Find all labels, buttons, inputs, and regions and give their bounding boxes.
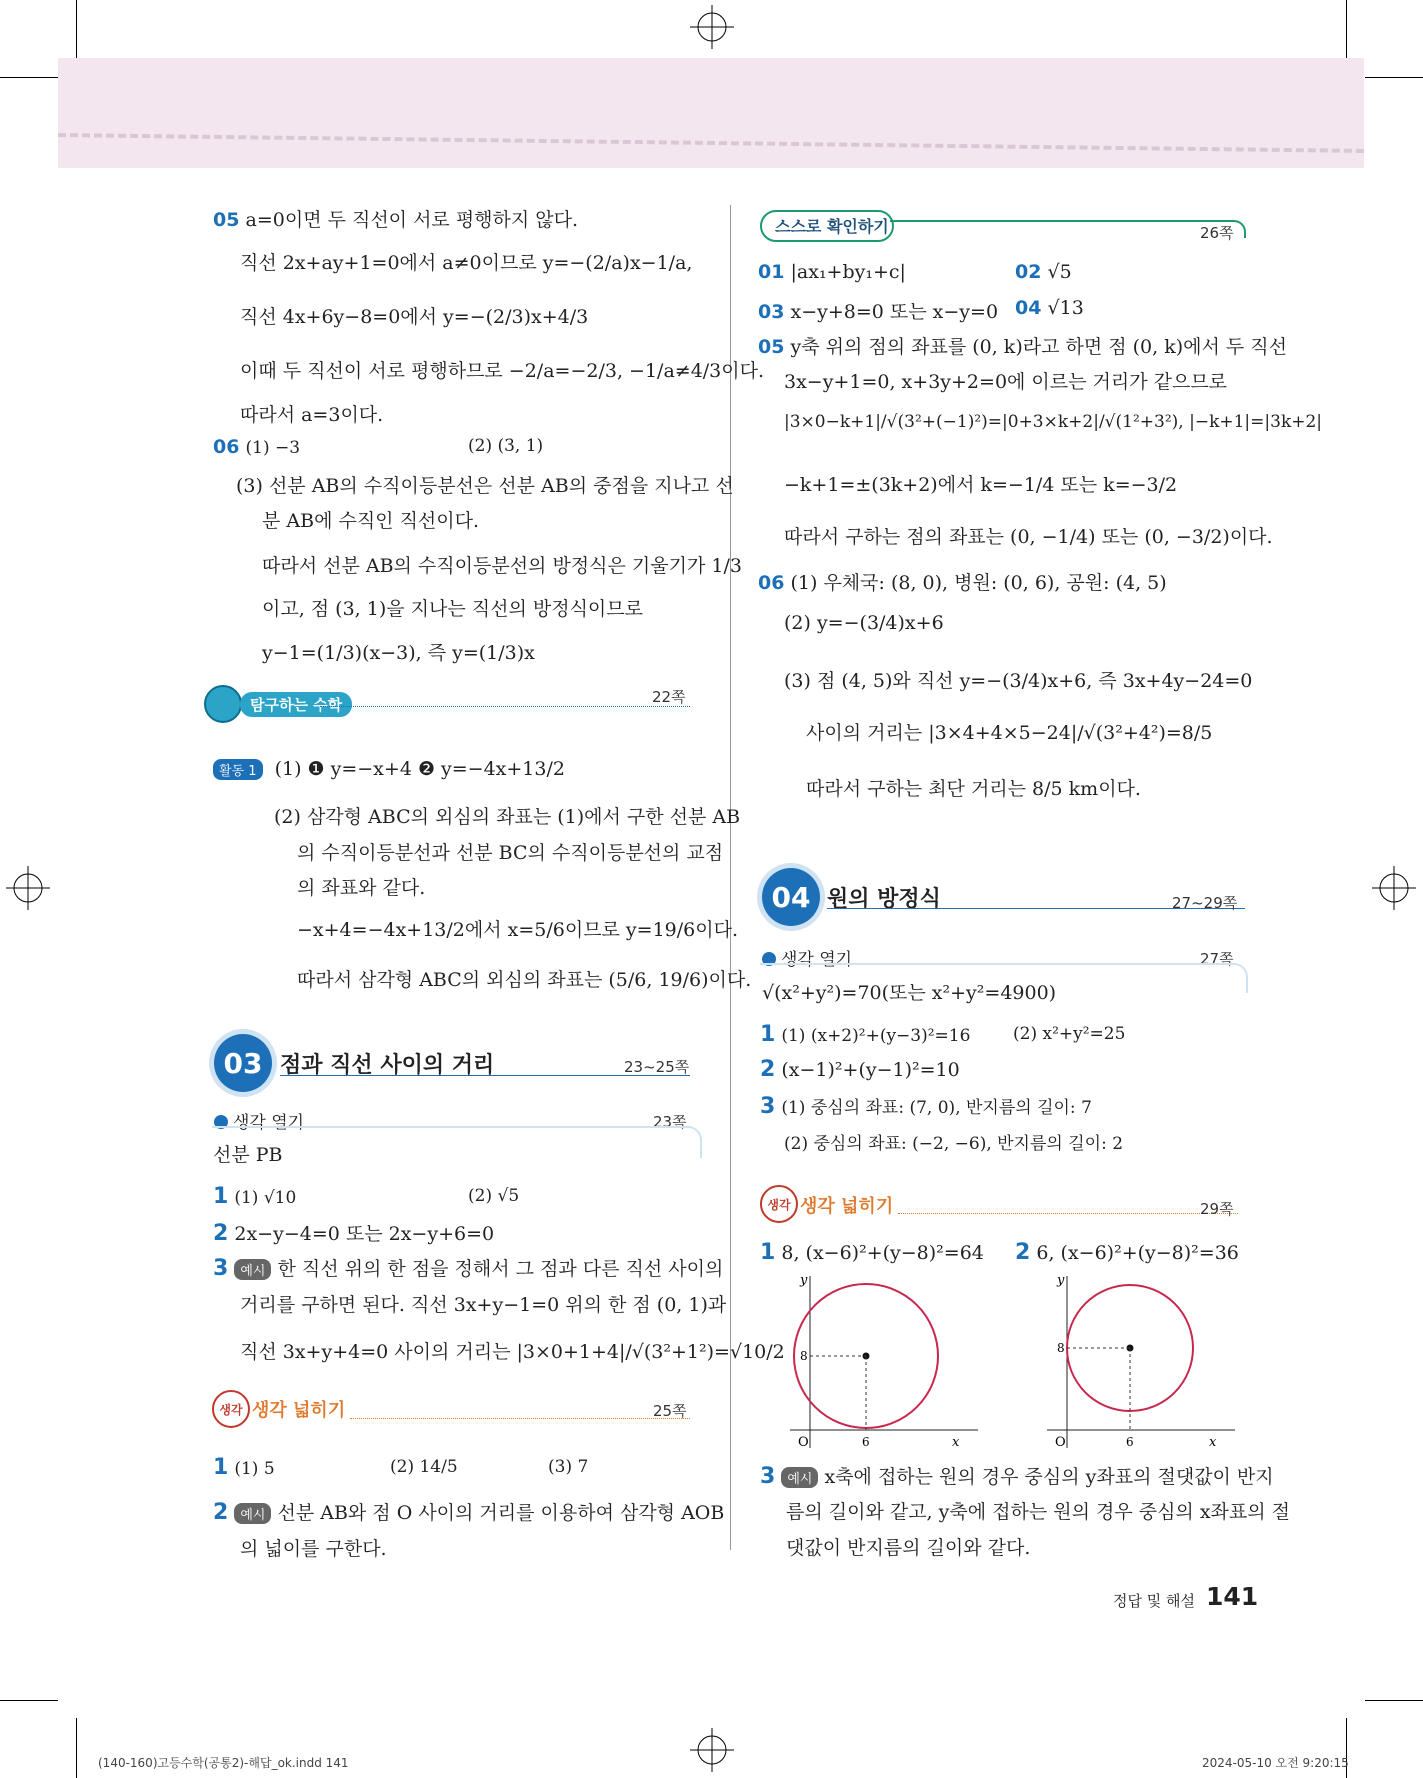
solution-line: 직선 3x+y+4=0 사이의 거리는 |3×0+1+4|/√(3²+1²)=√10/2 bbox=[240, 1341, 785, 1363]
explore-tag: 탐구하는 수학 bbox=[240, 692, 352, 717]
question-number: 3 bbox=[760, 1094, 776, 1119]
question-number: 1 bbox=[213, 1455, 229, 1480]
solution-line: y−1=(1/3)(x−3), 즉 y=(1/3)x bbox=[262, 642, 535, 664]
answer-part: (1) √10 bbox=[234, 1188, 297, 1208]
self-check-frame bbox=[890, 220, 1246, 238]
solution-line: (3) 선분 AB의 수직이등분선은 선분 AB의 중점을 지나고 선 bbox=[236, 475, 734, 497]
solution-line: 따라서 삼각형 ABC의 외심의 좌표는 (5/6, 19/6)이다. bbox=[297, 969, 752, 991]
answer-part: √5 bbox=[1047, 261, 1072, 283]
question-number: 1 bbox=[760, 1022, 776, 1047]
solution-line: 따라서 구하는 최단 거리는 8/5 km이다. bbox=[806, 778, 1141, 800]
solution-line: 따라서 a=3이다. bbox=[240, 404, 384, 426]
page-footer-label: 정답 및 해설 bbox=[1113, 1592, 1195, 1610]
subsection-title: 생각 열기 bbox=[781, 950, 853, 970]
problem-number: 01 bbox=[758, 261, 785, 283]
solution-line: 한 직선 위의 한 점을 정해서 그 점과 다른 직선 사이의 bbox=[277, 1258, 724, 1280]
answer-part: (2) (3, 1) bbox=[468, 436, 544, 456]
solution-line: 따라서 선분 AB의 수직이등분선의 방정식은 기울기가 1/3 bbox=[262, 555, 742, 577]
solution-line: 따라서 구하는 점의 좌표는 (0, −1/4) 또는 (0, −3/2)이다. bbox=[784, 526, 1273, 548]
problem-number: 06 bbox=[213, 436, 240, 458]
subsection-rule bbox=[898, 1213, 1238, 1214]
problem-number: 05 bbox=[758, 336, 785, 358]
solution-line: (2) 삼각형 ABC의 외심의 좌표는 (1)에서 구한 선분 AB bbox=[274, 806, 741, 828]
question-number: 2 bbox=[213, 1221, 229, 1246]
solution-line: |3×0−k+1|/√(3²+(−1)²)=|0+3×k+2|/√(1²+3²), |−k+1|=|3k+2| bbox=[784, 412, 1323, 432]
expand-thinking-icon: 생각 bbox=[760, 1185, 798, 1223]
solution-line: 거리를 구하면 된다. 직선 3x+y−1=0 위의 한 점 (0, 1)과 bbox=[240, 1294, 727, 1316]
solution-line: 의 수직이등분선과 선분 BC의 수직이등분선의 교점 bbox=[297, 842, 724, 864]
example-badge: 예시 bbox=[234, 1503, 271, 1524]
solution-line: y축 위의 점의 좌표를 (0, k)라고 하면 점 (0, k)에서 두 직선 bbox=[790, 336, 1287, 358]
page-ref: 27~29쪽 bbox=[1172, 894, 1238, 912]
answer-part: (1) ❶ y=−x+4 ❷ y=−4x+13/2 bbox=[274, 758, 565, 780]
section-number-badge: 03 bbox=[214, 1034, 272, 1092]
answer-part: x−y+8=0 또는 x−y=0 bbox=[790, 301, 999, 323]
question-number: 3 bbox=[213, 1256, 229, 1281]
problem-number: 02 bbox=[1015, 261, 1042, 283]
problem-number: 04 bbox=[1015, 297, 1042, 319]
page-ref: 23쪽 bbox=[653, 1113, 687, 1131]
answer-part: (2) 중심의 좌표: (−2, −6), 반지름의 길이: 2 bbox=[784, 1134, 1124, 1154]
subsection-title: 생각 넓히기 bbox=[252, 1400, 346, 1421]
solution-line: 직선 4x+6y−8=0에서 y=−(2/3)x+4/3 bbox=[240, 306, 589, 328]
header-band bbox=[58, 58, 1364, 168]
answer-text: 선분 PB bbox=[213, 1144, 283, 1166]
answer-part: (1) −3 bbox=[245, 438, 301, 458]
x-axis-label: x bbox=[1209, 1435, 1217, 1448]
solution-line: 댓값이 반지름의 길이와 같다. bbox=[786, 1537, 1031, 1559]
example-badge: 예시 bbox=[781, 1467, 818, 1488]
page-ref: 22쪽 bbox=[652, 688, 686, 706]
x-axis-label: x bbox=[952, 1435, 960, 1448]
solution-line: 이때 두 직선이 서로 평행하므로 −2/a=−2/3, −1/a≠4/3이다. bbox=[240, 360, 765, 382]
origin-label: O bbox=[798, 1435, 809, 1448]
answer-part: (1) (x+2)²+(y−3)²=16 bbox=[781, 1026, 971, 1046]
example-badge: 예시 bbox=[234, 1259, 271, 1280]
solution-line: 분 AB에 수직인 직선이다. bbox=[262, 510, 480, 532]
answer-part: (2) x²+y²=25 bbox=[1013, 1024, 1126, 1044]
expand-thinking-icon: 생각 bbox=[212, 1390, 250, 1428]
question-number: 1 bbox=[760, 1240, 776, 1265]
solution-line: (1) 우체국: (8, 0), 병원: (0, 6), 공원: (4, 5) bbox=[790, 572, 1167, 594]
answer-part: (1) 중심의 좌표: (7, 0), 반지름의 길이: 7 bbox=[781, 1098, 1092, 1118]
answer-part: (x−1)²+(y−1)²=10 bbox=[781, 1059, 960, 1081]
answer-part: (1) 5 bbox=[234, 1459, 275, 1479]
section-title: 원의 방정식 bbox=[827, 887, 941, 912]
answer-text: √(x²+y²)=70(또는 x²+y²=4900) bbox=[762, 982, 1057, 1004]
problem-number: 05 bbox=[213, 209, 240, 231]
answer-part: (2) √5 bbox=[468, 1186, 520, 1206]
subsection-title: 생각 넓히기 bbox=[800, 1196, 894, 1217]
y-axis-label: y bbox=[1057, 1273, 1065, 1288]
origin-label: O bbox=[1055, 1435, 1066, 1448]
subsection-title: 생각 열기 bbox=[233, 1113, 305, 1133]
page-number: 141 bbox=[1206, 1582, 1259, 1611]
problem-number: 06 bbox=[758, 572, 785, 594]
self-check-title: 스스로 확인하기 bbox=[775, 217, 889, 236]
subsection-frame bbox=[212, 1126, 702, 1158]
answer-part: 8, (x−6)²+(y−8)²=64 bbox=[781, 1242, 984, 1264]
circle-graph-2 bbox=[1037, 1272, 1237, 1448]
tick-label-8: 8 bbox=[800, 1349, 808, 1363]
answer-part: 6, (x−6)²+(y−8)²=36 bbox=[1036, 1242, 1239, 1264]
solution-line: 의 좌표와 같다. bbox=[297, 877, 426, 899]
subsection-rule bbox=[350, 1418, 690, 1419]
solution-line: x축에 접하는 원의 경우 중심의 y좌표의 절댓값이 반지 bbox=[824, 1466, 1274, 1488]
activity-badge: 활동 1 bbox=[213, 759, 263, 780]
tick-label-6: 6 bbox=[1126, 1435, 1134, 1448]
section-number-badge: 04 bbox=[762, 868, 820, 926]
answer-part: (2) 14/5 bbox=[390, 1457, 458, 1477]
page-ref: 29쪽 bbox=[1200, 1200, 1234, 1218]
solution-line: 이고, 점 (3, 1)을 지나는 직선의 방정식이므로 bbox=[262, 598, 643, 620]
question-number: 2 bbox=[1015, 1240, 1031, 1265]
answer-part: |ax₁+by₁+c| bbox=[790, 261, 906, 283]
solution-line: (3) 점 (4, 5)와 직선 y=−(3/4)x+6, 즉 3x+4y−24=0 bbox=[784, 670, 1253, 692]
solution-line: −k+1=±(3k+2)에서 k=−1/4 또는 k=−3/2 bbox=[784, 474, 1178, 496]
question-number: 2 bbox=[760, 1057, 776, 1082]
y-axis-label: y bbox=[800, 1273, 808, 1288]
print-file-info: (140-160)고등수학(공통2)-해답_ok.indd 141 bbox=[98, 1756, 349, 1770]
registration-mark-top bbox=[690, 5, 734, 49]
registration-mark-bottom bbox=[690, 1728, 734, 1772]
solution-line: 사이의 거리는 |3×4+4×5−24|/√(3²+4²)=8/5 bbox=[806, 722, 1213, 744]
solution-line: −x+4=−4x+13/2에서 x=5/6이므로 y=19/6이다. bbox=[297, 919, 739, 941]
question-number: 2 bbox=[213, 1500, 229, 1525]
print-date-info: 2024-05-10 오전 9:20:15 bbox=[1202, 1756, 1349, 1770]
problem-number: 03 bbox=[758, 301, 785, 323]
answer-part: (3) 7 bbox=[548, 1457, 589, 1477]
solution-line: 3x−y+1=0, x+3y+2=0에 이르는 거리가 같으므로 bbox=[784, 371, 1228, 393]
page-ref: 26쪽 bbox=[1200, 224, 1234, 242]
section-title: 점과 직선 사이의 거리 bbox=[280, 1053, 495, 1078]
page-ref: 25쪽 bbox=[653, 1402, 687, 1420]
tick-label-6: 6 bbox=[862, 1435, 870, 1448]
solution-line: 름의 길이와 같고, y축에 접하는 원의 경우 중심의 x좌표의 절 bbox=[786, 1501, 1290, 1523]
solution-line: 의 넓이를 구한다. bbox=[240, 1538, 387, 1560]
problem-text: a=0이면 두 직선이 서로 평행하지 않다. bbox=[245, 209, 579, 231]
registration-mark-right bbox=[1372, 866, 1416, 910]
circle-graph-1 bbox=[780, 1272, 980, 1448]
page-ref: 23~25쪽 bbox=[624, 1058, 690, 1076]
tick-label-8: 8 bbox=[1057, 1341, 1065, 1355]
explore-magnifier-icon bbox=[204, 685, 242, 723]
answer-part: 2x−y−4=0 또는 2x−y+6=0 bbox=[234, 1223, 495, 1245]
question-number: 1 bbox=[213, 1184, 229, 1209]
solution-line: (2) y=−(3/4)x+6 bbox=[784, 612, 944, 634]
explore-rule bbox=[320, 706, 690, 707]
question-number: 3 bbox=[760, 1464, 776, 1489]
solution-line: 선분 AB와 점 O 사이의 거리를 이용하여 삼각형 AOB bbox=[277, 1502, 725, 1524]
solution-line: 직선 2x+ay+1=0에서 a≠0이므로 y=−(2/a)x−1/a, bbox=[240, 252, 693, 274]
registration-mark-left bbox=[6, 866, 50, 910]
page-ref: 27쪽 bbox=[1200, 950, 1234, 968]
answer-part: √13 bbox=[1047, 297, 1084, 319]
